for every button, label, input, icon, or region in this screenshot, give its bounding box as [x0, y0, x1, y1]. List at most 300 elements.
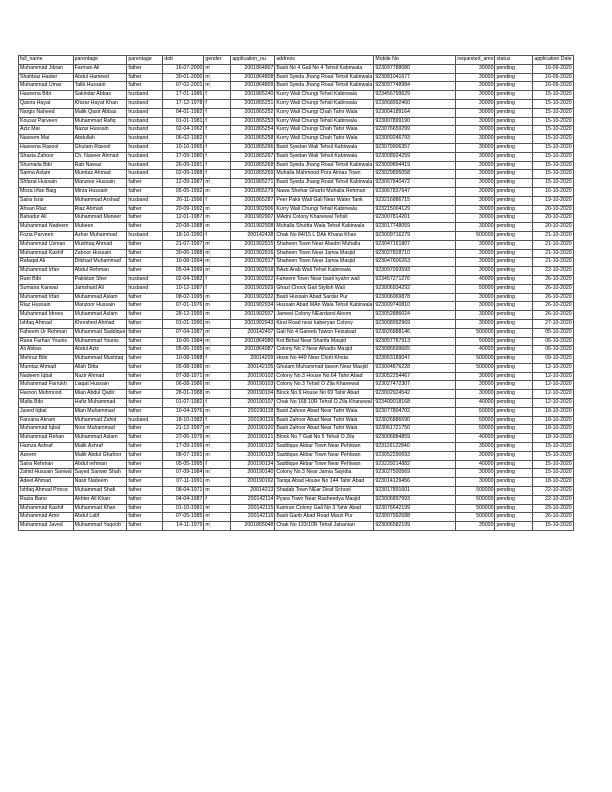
cell-relation: father [127, 372, 163, 381]
cell-full-name: Riaz Hussain [19, 302, 74, 311]
cell-relation: father [127, 223, 163, 232]
cell-application-number: 2001902917 [231, 258, 275, 267]
column-header-relation: parentage [127, 56, 163, 65]
table-row [19, 346, 574, 355]
cell-status: pending [495, 82, 533, 91]
cell-full-name: Aziz Mai [19, 126, 74, 135]
cell-gender: m [204, 311, 231, 320]
cell-application-number: 2001902929 [231, 284, 275, 293]
cell-requested-amount: 30000 [456, 214, 495, 223]
cell-requested-amount: 30000 [456, 82, 495, 91]
cell-dob: 07-04-1987 [163, 328, 204, 337]
cell-requested-amount: 50000 [456, 337, 495, 346]
table-row [19, 249, 574, 258]
cell-application-number: 200142114 [231, 495, 275, 504]
cell-relation: father [127, 522, 163, 531]
cell-status: pending [495, 434, 533, 443]
cell-application-date: 18-10-2020 [533, 407, 573, 416]
cell-requested-amount: 30000 [456, 99, 495, 108]
cell-mobile-number: 923077804702 [374, 407, 456, 416]
cell-status: pending [495, 311, 533, 320]
cell-mobile-number: 923009246793 [374, 135, 456, 144]
cell-requested-amount: 40000 [456, 346, 495, 355]
cell-status: pending [495, 425, 533, 434]
cell-gender: f [204, 126, 231, 135]
cell-parentage: Mian Muhammad [73, 407, 127, 416]
cell-application-date: 26-10-2020 [533, 275, 573, 284]
cell-dob: 27-06-1979 [163, 434, 204, 443]
cell-parentage: Dilshad Muhammad [73, 258, 127, 267]
cell-relation: father [127, 504, 163, 513]
cell-application-number: 2001865258 [231, 135, 275, 144]
cell-application-date: 26-10-2020 [533, 302, 573, 311]
cell-application-number: 200190107 [231, 399, 275, 408]
cell-requested-amount: 30000 [456, 161, 495, 170]
cell-requested-amount: 500000 [456, 504, 495, 513]
column-header-application-date: application Date [533, 56, 573, 65]
cell-status: pending [495, 469, 533, 478]
cell-address: Basti Zahoor Abad Near Tahir Wala [275, 416, 374, 425]
cell-application-number: 200142438 [231, 231, 275, 240]
cell-status: pending [495, 91, 533, 100]
cell-full-name: Rana Farhan Younis [19, 337, 74, 346]
cell-parentage: Khorshed Ahmad [73, 319, 127, 328]
cell-dob: 01-10-1981 [163, 504, 204, 513]
cell-application-number: 200190120 [231, 425, 275, 434]
cell-gender: f [204, 416, 231, 425]
cell-dob: 07-02-2001 [163, 82, 204, 91]
cell-gender: m [204, 443, 231, 452]
cell-dob: 06-08-1986 [163, 381, 204, 390]
cell-dob: 04-01-1982 [163, 108, 204, 117]
cell-full-name: Muhammad Amir [19, 513, 74, 522]
cell-gender: f [204, 170, 231, 179]
cell-parentage: Muhammad Aslam [73, 434, 127, 443]
table-row [19, 337, 574, 346]
cell-parentage: Farman Ali [73, 64, 127, 73]
cell-address: Kurry Wali Chungi Chah Tahir Wala [275, 126, 374, 135]
cell-relation: father [127, 205, 163, 214]
cell-dob: 28-01-1988 [163, 390, 204, 399]
cell-mobile-number: 923216886715 [374, 196, 456, 205]
cell-requested-amount: 50000 [456, 407, 495, 416]
cell-gender: m [204, 363, 231, 372]
cell-parentage: Ch. Naseer Ahmad [73, 152, 127, 161]
cell-requested-amount: 40000 [456, 460, 495, 469]
cell-gender: m [204, 407, 231, 416]
table-row [19, 161, 574, 170]
cell-address: Basti No 4 Gali No 4 Tehsil Kabirwala [275, 64, 374, 73]
cell-address: Ghulam Muhammad tawon Near Masjid [275, 363, 374, 372]
cell-gender: m [204, 187, 231, 196]
cell-full-name: Mumtaz Ahmad [19, 363, 74, 372]
cell-parentage: Ghulam Rasool [73, 143, 127, 152]
cell-dob: 10-08-1988 [163, 355, 204, 364]
cell-address: Basti Syedan Wali Tehsil Kabirwala [275, 152, 374, 161]
cell-application-number: 200190134 [231, 460, 275, 469]
cell-dob: 30-06-1988 [163, 249, 204, 258]
cell-parentage: Muhammad Saddique [73, 328, 127, 337]
cell-full-name: Zahid Hussain Sanwal [19, 469, 74, 478]
table-row [19, 117, 574, 126]
cell-mobile-number: 923097788080 [374, 64, 456, 73]
cell-gender: m [204, 302, 231, 311]
cell-gender: f [204, 355, 231, 364]
cell-address: Saddique Akbar Town Near Pehlwan [275, 451, 374, 460]
cell-requested-amount: 30000 [456, 135, 495, 144]
cell-dob: 06-02-1982 [163, 135, 204, 144]
table-row [19, 319, 574, 328]
cell-relation: father [127, 434, 163, 443]
cell-address: Basti Syeda Jhang Road Tehsil Kabirwala [275, 161, 374, 170]
cell-requested-amount: 30000 [456, 469, 495, 478]
cell-status: pending [495, 495, 533, 504]
cell-relation: husband [127, 126, 163, 135]
cell-address: Basti Syeda Jhang Road Tehsil Kabirwala [275, 73, 374, 82]
cell-requested-amount: 500000 [456, 513, 495, 522]
cell-application-date: 06-10-2020 [533, 346, 573, 355]
cell-requested-amount: 30000 [456, 117, 495, 126]
cell-requested-amount: 30000 [456, 293, 495, 302]
cell-parentage: Nasir Nadeem [73, 478, 127, 487]
cell-relation: father [127, 258, 163, 267]
cell-gender: m [204, 64, 231, 73]
cell-mobile-number: 923026886690 [374, 416, 456, 425]
cell-relation: father [127, 460, 163, 469]
cell-gender: m [204, 451, 231, 460]
cell-status: pending [495, 187, 533, 196]
cell-address: Colony No.3 Near Jamia Sayidia [275, 469, 374, 478]
cell-dob: 26-09-1991 [163, 161, 204, 170]
cell-gender: f [204, 161, 231, 170]
cell-relation: father [127, 64, 163, 73]
cell-application-number: 2001865268 [231, 161, 275, 170]
cell-address: Block No.9 House No 69 Tahir Abad [275, 390, 374, 399]
cell-relation: father [127, 302, 163, 311]
cell-gender: m [204, 346, 231, 355]
cell-gender: m [204, 469, 231, 478]
cell-parentage: Muhammad Mushtaq [73, 355, 127, 364]
cell-status: pending [495, 126, 533, 135]
cell-full-name: Muhammad Javed [19, 522, 74, 531]
cell-application-date: 15-10-2020 [533, 460, 573, 469]
cell-status: pending [495, 267, 533, 276]
table-row [19, 363, 574, 372]
cell-address: Gali No 4 Gareeb Tawon Feizabad [275, 328, 374, 337]
cell-parentage: Jamshaid Ali [73, 284, 127, 293]
cell-dob: 02-09-1988 [163, 170, 204, 179]
cell-application-number: 20014209 [231, 355, 275, 364]
cell-dob: 10-06-1984 [163, 337, 204, 346]
cell-full-name: Haseena Rasool [19, 143, 74, 152]
cell-parentage: Talib Hussain [73, 82, 127, 91]
cell-requested-amount: 30000 [456, 302, 495, 311]
cell-application-number: 2001865269 [231, 170, 275, 179]
cell-relation: husband [127, 99, 163, 108]
cell-status: pending [495, 478, 533, 487]
cell-mobile-number: 923456799629 [374, 91, 456, 100]
cell-application-number: 200190132 [231, 443, 275, 452]
cell-dob: 26-11-1996 [163, 196, 204, 205]
cell-relation: father [127, 267, 163, 276]
cell-full-name: Muhammad Iqbal [19, 425, 74, 434]
table-row [19, 407, 574, 416]
cell-relation: husband [127, 231, 163, 240]
cell-parentage: Nazir Ahmad [73, 372, 127, 381]
cell-address: Pyara Town Near Rasheedya Masjid [275, 495, 374, 504]
cell-requested-amount: 500000 [456, 328, 495, 337]
cell-application-date: 12-10-2020 [533, 381, 573, 390]
cell-address: MAdni Colony Khanewal Tehsil [275, 214, 374, 223]
cell-gender: m [204, 240, 231, 249]
cell-relation: father [127, 293, 163, 302]
cell-mobile-number: 923215004129 [374, 205, 456, 214]
cell-status: pending [495, 231, 533, 240]
cell-application-number: 200142116 [231, 513, 275, 522]
cell-mobile-number: 923007899190 [374, 117, 456, 126]
cell-parentage: Noor Muhammad [73, 425, 127, 434]
cell-mobile-number: 923014129456 [374, 478, 456, 487]
cell-gender: m [204, 223, 231, 232]
cell-address: Kamran Colony Gali No 3 Tahir Abad [275, 504, 374, 513]
cell-requested-amount: 30000 [456, 152, 495, 161]
cell-mobile-number: 923006897993 [374, 495, 456, 504]
cell-application-date: 15-10-2020 [533, 451, 573, 460]
cell-parentage: Muhammad Arshad [73, 196, 127, 205]
cell-parentage: Mirza Hussain [73, 187, 127, 196]
cell-application-date: 19-10-2020 [533, 196, 573, 205]
cell-dob: 10-08-1994 [163, 258, 204, 267]
cell-mobile-number: 923047606263 [374, 258, 456, 267]
cell-mobile-number: 923017748059 [374, 223, 456, 232]
cell-requested-amount: 40000 [456, 275, 495, 284]
cell-address: Hose No 449 Near Chirti Khota [275, 355, 374, 364]
cell-relation: husband [127, 196, 163, 205]
cell-full-name: Muhammad Kashif [19, 249, 74, 258]
cell-dob: 05-05-1995 [163, 460, 204, 469]
cell-full-name: Muhammad Nadeem [19, 223, 74, 232]
cell-address: Basti Garib Abad Road Marzi Pur [275, 513, 374, 522]
cell-parentage: Abdul Rehman [73, 267, 127, 276]
cell-address: Shaheen Town Near Jamia Masjid [275, 258, 374, 267]
cell-application-number: 2001902907 [231, 214, 275, 223]
cell-application-number: 200142115 [231, 504, 275, 513]
cell-parentage: Abdul rehman [73, 460, 127, 469]
cell-status: pending [495, 522, 533, 531]
cell-status: pending [495, 258, 533, 267]
cell-status: pending [495, 416, 533, 425]
cell-requested-amount: 30000 [456, 267, 495, 276]
cell-application-number: 2001865271 [231, 179, 275, 188]
cell-requested-amount: 30000 [456, 126, 495, 135]
cell-dob: 20-08-1988 [163, 223, 204, 232]
table-row [19, 143, 574, 152]
table-row [19, 275, 574, 284]
cell-full-name: Muhammad Irfan [19, 293, 74, 302]
cell-application-date: 15-10-2020 [533, 161, 573, 170]
cell-mobile-number: 923026888146 [374, 328, 456, 337]
table-row [19, 223, 574, 232]
cell-status: pending [495, 223, 533, 232]
cell-status: pending [495, 64, 533, 73]
cell-full-name: Shazia Zahoor [19, 152, 74, 161]
cell-full-name: Mafia Bibi [19, 399, 74, 408]
cell-status: pending [495, 214, 533, 223]
cell-full-name: Haseena Bibi [19, 91, 74, 100]
cell-application-number: 200190104 [231, 390, 275, 399]
cell-mobile-number: 923029895058 [374, 170, 456, 179]
table-row [19, 135, 574, 144]
cell-relation: husband [127, 135, 163, 144]
cell-parentage: Akhter Ali Khan [73, 495, 127, 504]
cell-full-name: Muhammad Irfan [19, 267, 74, 276]
table-row [19, 372, 574, 381]
cell-full-name: Shfarat Hussain [19, 179, 74, 188]
cell-requested-amount: 30000 [456, 91, 495, 100]
cell-mobile-number: 923061721750 [374, 425, 456, 434]
cell-mobile-number: 923009740810 [374, 302, 456, 311]
cell-mobile-number: 923004189164 [374, 108, 456, 117]
cell-relation: husband [127, 416, 163, 425]
cell-dob: 05-08-1986 [163, 363, 204, 372]
cell-parentage: Abdul Latif [73, 513, 127, 522]
cell-parentage: Zahoor Hussain [73, 249, 127, 258]
cell-application-date: 16-09-2020 [533, 82, 573, 91]
cell-requested-amount: 30000 [456, 249, 495, 258]
cell-application-date: 26-10-2020 [533, 513, 573, 522]
cell-address: Basti Zahoor Abad Near Tahir Wala [275, 407, 374, 416]
cell-application-number: 2001902932 [231, 293, 275, 302]
cell-status: pending [495, 161, 533, 170]
cell-application-date: 09-10-2020 [533, 355, 573, 364]
cell-requested-amount: 30000 [456, 390, 495, 399]
cell-relation: husband [127, 108, 163, 117]
cell-gender: f [204, 117, 231, 126]
cell-parentage: Muhammad Muneer [73, 214, 127, 223]
cell-parentage: Muhammad Younis [73, 337, 127, 346]
cell-requested-amount: 30000 [456, 196, 495, 205]
cell-application-number: 200190119 [231, 416, 275, 425]
cell-dob: 08-02-1995 [163, 293, 204, 302]
cell-dob: 12-01-1987 [163, 214, 204, 223]
cell-full-name: Javed Iqbal [19, 407, 74, 416]
cell-application-number: 200190103 [231, 381, 275, 390]
cell-gender: m [204, 372, 231, 381]
cell-mobile-number: 923229214882 [374, 460, 456, 469]
cell-gender: f [204, 284, 231, 293]
cell-status: pending [495, 249, 533, 258]
cell-application-date: 12-10-2020 [533, 372, 573, 381]
cell-mobile-number: 923063189047 [374, 355, 456, 364]
cell-parentage: Riaz Ahmad [73, 205, 127, 214]
table-row [19, 434, 574, 443]
cell-gender: m [204, 73, 231, 82]
cell-requested-amount: 35000 [456, 522, 495, 531]
cell-relation: father [127, 513, 163, 522]
table-row [19, 495, 574, 504]
cell-dob: 30-01-2000 [163, 73, 204, 82]
table-row [19, 91, 574, 100]
cell-requested-amount: 500000 [456, 355, 495, 364]
cell-parentage: Abdullah [73, 135, 127, 144]
cell-requested-amount: 35000 [456, 443, 495, 452]
cell-address: Kurry Wali Chungi Tehsil Kabirwala [275, 117, 374, 126]
cell-full-name: Ishfaq Ahmad [19, 319, 74, 328]
cell-address: Nawa Shehar Gharbi Muhalla Rehman [275, 187, 374, 196]
cell-gender: m [204, 319, 231, 328]
table-row [19, 443, 574, 452]
cell-application-date: 20-10-2020 [533, 223, 573, 232]
cell-full-name: Hamza Ashraf [19, 443, 74, 452]
cell-mobile-number: 923007992688 [374, 513, 456, 522]
cell-application-number: 200190121 [231, 434, 275, 443]
cell-application-number: 2001865287 [231, 196, 275, 205]
cell-address: Kiral Road near kaberyan Colony [275, 319, 374, 328]
cell-address: Kot Birbal Near Sharifa Masjid [275, 337, 374, 346]
cell-full-name: Bahadur Ali [19, 214, 74, 223]
cell-relation: husband [127, 91, 163, 100]
cell-full-name: Muhammad Farrukh [19, 381, 74, 390]
cell-application-number: 200190162 [231, 478, 275, 487]
table-row [19, 504, 574, 513]
cell-relation: father [127, 82, 163, 91]
cell-status: pending [495, 73, 533, 82]
cell-parentage: Manzoor Hussain [73, 302, 127, 311]
cell-application-number: 2001864987 [231, 346, 275, 355]
cell-application-number: 200190118 [231, 407, 275, 416]
cell-dob: 07-09-1984 [163, 469, 204, 478]
cell-address: Shaheen Town Near Jamia Masjid [275, 249, 374, 258]
cell-parentage: Muhammad Aslam [73, 311, 127, 320]
cell-address: Shadab Town NEar Deaf School [275, 487, 374, 496]
cell-application-date: 15-10-2020 [533, 443, 573, 452]
table-row [19, 522, 574, 531]
cell-application-number: 2001902916 [231, 249, 275, 258]
cell-address: Hussain Abad MAn Wala Tehsil Kabirwala [275, 302, 374, 311]
cell-status: pending [495, 363, 533, 372]
cell-status: pending [495, 319, 533, 328]
cell-address: Colony No.3 House No.64 Tahir Abad [275, 372, 374, 381]
cell-dob: 05-06-1995 [163, 346, 204, 355]
cell-address: Saddique Akbar Town Near Pehlwan [275, 443, 374, 452]
cell-requested-amount: 40000 [456, 434, 495, 443]
cell-gender: m [204, 267, 231, 276]
cell-application-date: 18-10-2020 [533, 416, 573, 425]
cell-address: Colony No.3 Tehsil O Zila Khanewal [275, 381, 374, 390]
table-row [19, 205, 574, 214]
cell-application-number: 2001902937 [231, 311, 275, 320]
cell-dob: 28-12-1995 [163, 311, 204, 320]
cell-mobile-number: 923006884859 [374, 434, 456, 443]
cell-dob: 17-09-1980 [163, 152, 204, 161]
cell-full-name: Fozia Parveen [19, 231, 74, 240]
cell-full-name: Muhammad Rehan [19, 434, 74, 443]
cell-application-date: 18-10-2020 [533, 434, 573, 443]
cell-gender: m [204, 258, 231, 267]
cell-requested-amount: 50000 [456, 416, 495, 425]
cell-mobile-number: 923006069878 [374, 293, 456, 302]
cell-relation: husband [127, 275, 163, 284]
cell-gender: m [204, 82, 231, 91]
cell-mobile-number: 923079906357 [374, 143, 456, 152]
cell-application-date: 15-10-2020 [533, 135, 573, 144]
cell-relation: father [127, 337, 163, 346]
cell-relation: father [127, 311, 163, 320]
cell-address: Basti Zahoor Abad Near Tahir Wala [275, 425, 374, 434]
cell-mobile-number: 923027500569 [374, 469, 456, 478]
table-row [19, 399, 574, 408]
cell-mobile-number: 923004876228 [374, 363, 456, 372]
